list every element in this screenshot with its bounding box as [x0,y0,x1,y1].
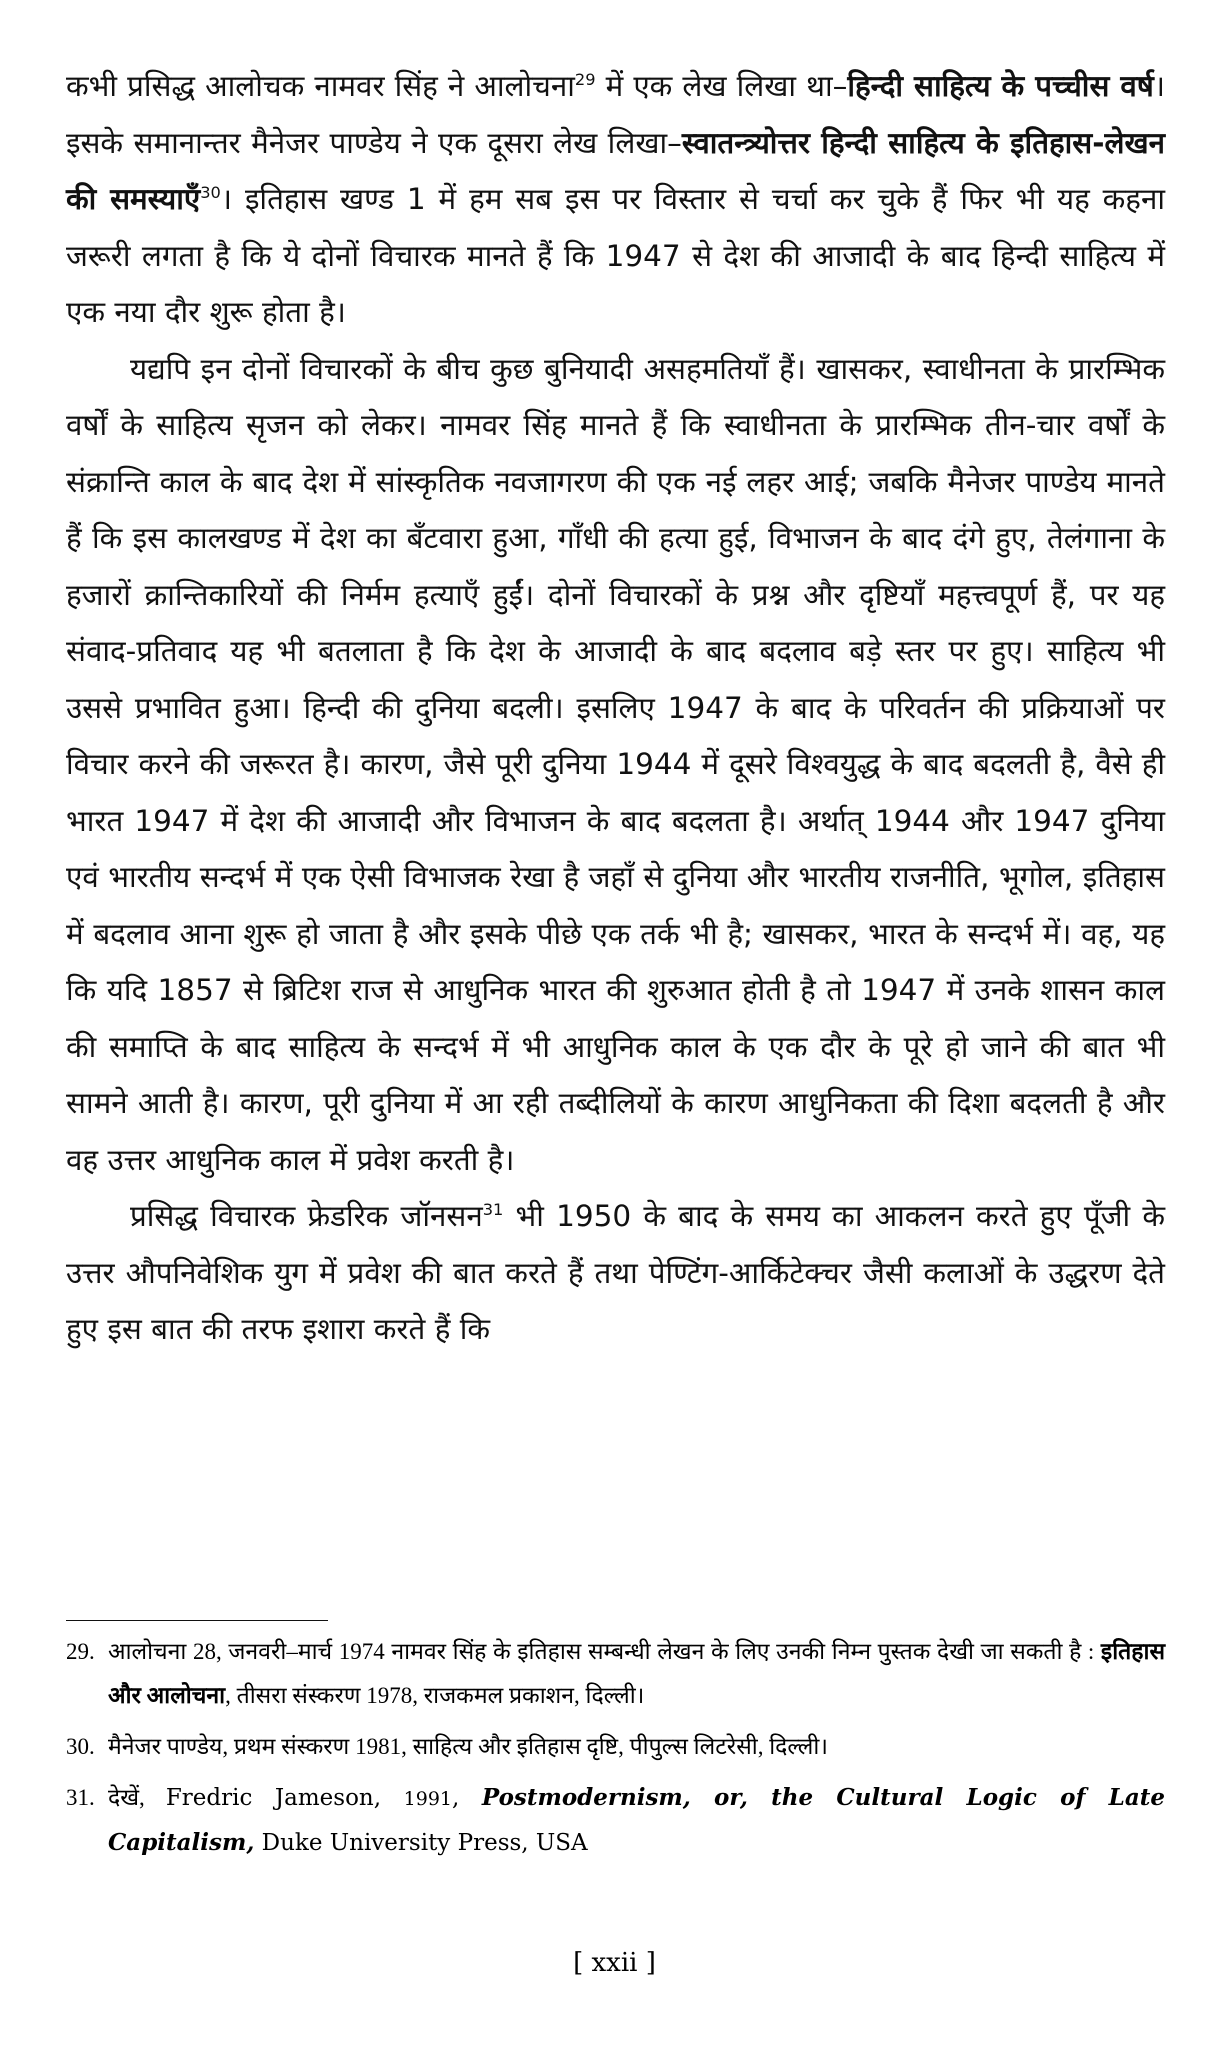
publisher: Duke University Press, USA [254,1830,588,1856]
paragraph-3 [66,1188,1165,1358]
footnote-29 [66,1630,1165,1718]
bold-book-title: इतिहास और आलोचना [108,1639,1165,1708]
author-name: Fredric Jameson, [165,1785,404,1811]
text-run: प्रसिद्ध विचारक फ्रेडरिक जॉनसन [130,1199,483,1233]
text-run: आलोचना 28, जनवरी–मार्च 1974 नामवर सिंह के इतिहास सम्बन्धी लेखन के लिए उनकी निम्न पुस्तक देखी जा सकती है : [108,1639,1101,1664]
footnote-number: 29. [66,1639,95,1664]
footnote-divider [66,1620,328,1621]
text-run: देखें, [108,1785,166,1810]
book-title-italic: Postmodernism, or, the Cultural Logic of Late Capitalism, [108,1784,1165,1856]
text-run: में एक लेख लिखा था– [595,69,848,103]
text-run: मैनेजर पाण्डेय, प्रथम संस्करण 1981, साहित्य और इतिहास दृष्टि, पीपुल्स लिटरेसी, दिल्ली। [108,1734,829,1759]
footnote-number: 30. [66,1734,95,1759]
bold-title-itihas-lekhan: स्वातन्त्र्योत्तर हिन्दी साहित्य के इतिहास-लेखन की समस्याएँ [66,125,1166,216]
text-run: , तीसरा संस्करण 1978, राजकमल प्रकाशन, दिल्ली। [225,1683,645,1708]
footnote-ref-30[interactable]: 30 [200,183,221,203]
footnote-30 [66,1725,1165,1769]
footnotes [66,1630,1165,1872]
footnote-31 [66,1776,1165,1865]
text-run: , [452,1785,482,1811]
footnote-number: 31. [66,1785,95,1810]
text-run: भी 1950 के बाद के समय का आकलन करते हुए पूँजी के उत्तर औपनिवेशिक युग में प्रवेश की बात करते हैं तथा पेण्टिंग-आर्किटेक्चर जैसी कलाओं के उद्धरण देते हुए इस बात की तरफ इशारा करते हैं कि [66,1199,1166,1346]
text-run: । इसके समानान्तर मैनेजर पाण्डेय ने एक दूसरा लेख लिखा– [66,69,1165,160]
paragraph-1 [66,58,1165,341]
publication-year: 1991 [403,1788,452,1810]
bold-title-hindi-sahitya: हिन्दी साहित्य के पच्चीस वर्ष [847,69,1154,103]
text-run: कभी प्रसिद्ध आलोचक नामवर सिंह ने आलोचना [66,69,575,103]
paragraph-2: यद्यपि इन दोनों विचारकों के बीच कुछ बुनियादी असहमतियाँ हैं। खासकर, स्वाधीनता के प्रारम्भिक वर्षों के साहित्य सृजन को लेकर। नामवर सिंह मानते हैं कि स्वाधीनता के प्रारम्भिक तीन-चार वर्षों के संक्रान्ति काल के बाद देश में सांस्कृतिक नवजागरण की एक नई लहर आई; जबकि मैनेजर पाण्डेय मानते हैं कि इस कालखण्ड में देश का बँटवारा हुआ, गाँधी की हत्या हुई, विभाजन के बाद दंगे हुए, तेलंगाना के हजारों क्रान्तिकारियों की निर्मम हत्याएँ हुईं। दोनों विचारकों के प्रश्न और दृष्टियाँ महत्त्वपूर्ण हैं, पर यह संवाद-प्रतिवाद यह भी बतलाता है कि देश के आजादी के बाद बदलाव बड़े स्तर पर हुए। साहित्य भी उससे प्रभावित हुआ। हिन्दी की दुनिया बदली। इसलिए 1947 के बाद के परिवर्तन की प्रक्रियाओं पर विचार करने की जरूरत है। कारण, जैसे पूरी दुनिया 1944 में दूसरे विश्वयुद्ध के बाद बदलती है, वैसे ही भारत 1947 में देश की आजादी और विभाजन के बाद बदलता है। अर्थात् 1944 और 1947 दुनिया एवं भारतीय सन्दर्भ में एक ऐसी विभाजक रेखा है जहाँ से दुनिया और भारतीय राजनीति, भूगोल, इतिहास में बदलाव आना शुरू हो जाता है और इसके पीछे एक तर्क भी है; खासकर, भारत के सन्दर्भ में। वह, यह कि यदि 1857 से ब्रिटिश राज से आधुनिक भारत की शुरुआत होती है तो 1947 में उनके शासन काल की समाप्ति के बाद साहित्य के सन्दर्भ में भी आधुनिक काल के एक दौर के पूरे हो जाने की बात भी सामने आती है। कारण, पूरी दुनिया में आ रही तब्दीलियों के कारण आधुनिकता की दिशा बदलती है और वह उत्तर आधुनिक काल में प्रवेश करती है। [66,351,1165,1177]
text-run: । इतिहास खण्ड 1 में हम सब इस पर विस्तार से चर्चा कर चुके हैं फिर भी यह कहना जरूरी लगता है कि ये दोनों विचारक मानते हैं कि 1947 से देश की आजादी के बाद हिन्दी साहित्य में एक नया दौर शुरू होता है। [66,182,1165,329]
footnote-ref-31[interactable]: 31 [482,1200,504,1220]
page-number: [ xxii ] [573,1948,656,1978]
footnote-ref-29[interactable]: 29 [574,70,596,90]
